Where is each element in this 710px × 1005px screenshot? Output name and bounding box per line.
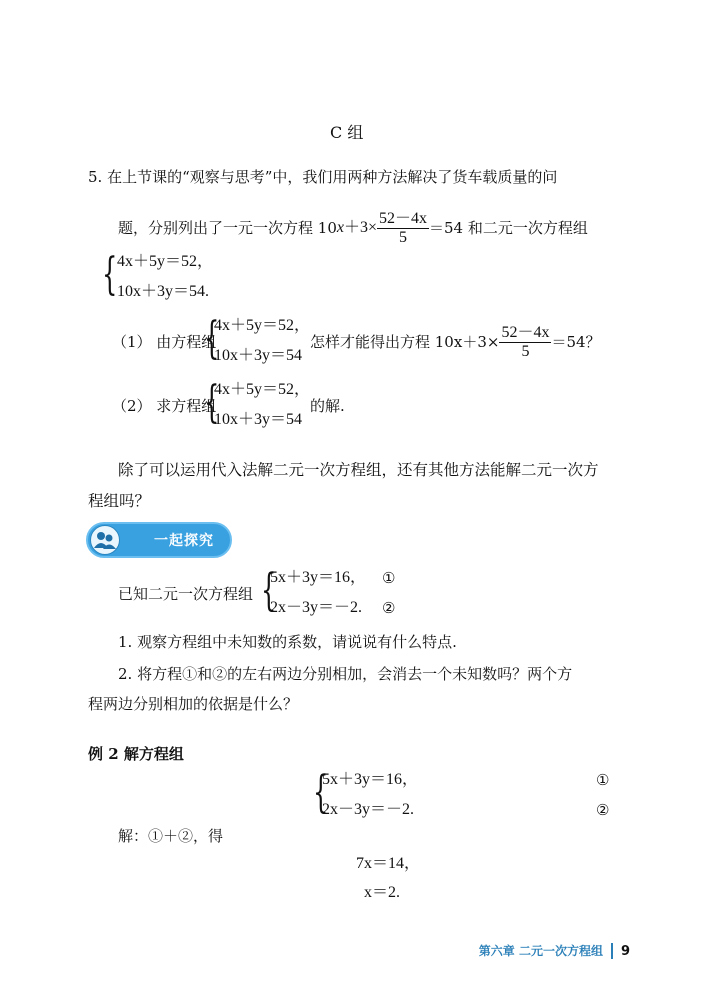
chapter-title: 第六章 二元一次方程组 — [478, 944, 603, 958]
explore-badge-label: 一起探究 — [154, 533, 214, 549]
explore-lead: 已知二元一次方程组 — [118, 585, 254, 603]
solution-step2: x＝2. — [364, 884, 401, 901]
solution-lead: 解：①＋②，得 — [118, 827, 224, 845]
q5-part1-eq2: 10x＋3y＝54 — [214, 347, 303, 364]
q5-part1-eq1: 4x＋5y＝52， — [214, 317, 311, 334]
q5-part2-end: 的解. — [310, 397, 345, 415]
explore-eq1: 5x＋3y＝16， — [270, 569, 367, 586]
q5-part1-text — [310, 320, 601, 364]
q5-part1-fraction — [499, 324, 551, 361]
q5-line2-a: 题，分别列出了一元一次方程 10 — [118, 219, 337, 237]
explore-q2-line1: 2. 将方程①和②的左右两边分别相加，会消去一个未知数吗？两个方 — [118, 665, 573, 683]
q5-system-eq1: 4x＋5y＝52， — [117, 253, 214, 270]
solution-step1: 7x＝14， — [356, 855, 421, 872]
example-mark1: ① — [596, 771, 610, 789]
footer-divider — [611, 943, 613, 959]
section-title: C 组 — [330, 123, 364, 142]
people-discussion-icon — [90, 525, 120, 555]
q5-line2-d: ＝54 和二元一次方程组 — [429, 219, 588, 237]
brace-icon: { — [102, 249, 118, 300]
q5-system-eq2: 10x＋3y＝54. — [117, 283, 210, 300]
q5-fraction-numerator: 52－4x — [379, 209, 428, 227]
brace-icon: { — [261, 565, 277, 616]
explore-mark2: ② — [382, 599, 396, 617]
brace-icon: { — [204, 313, 220, 364]
q5-part2-label: （2） 求方程组 — [112, 397, 217, 415]
q5-part2-eq2: 10x＋3y＝54 — [214, 411, 303, 428]
explore-eq2: 2x－3y＝－2. — [270, 599, 363, 616]
q5-part1-question: 怎样才能得出方程 10x＋3× — [310, 333, 500, 351]
explore-q2-line2: 程两边分别相加的依据是什么？ — [88, 695, 299, 713]
example-eq1: 5x＋3y＝16， — [322, 771, 419, 788]
example-title: 例 2 解方程组 — [88, 745, 184, 763]
q5-part2-eq1: 4x＋5y＝52， — [214, 381, 311, 398]
intro-line2: 程组吗？ — [88, 492, 151, 510]
q5-part1-end: ＝54？ — [551, 333, 601, 351]
explore-badge — [86, 522, 232, 558]
explore-mark1: ① — [382, 569, 396, 587]
page-footer — [479, 940, 630, 959]
q5-line2-c: ＋3× — [343, 219, 377, 236]
page-number: 9 — [620, 944, 630, 959]
q5-line2-var: x — [336, 219, 344, 236]
brace-icon: { — [313, 767, 329, 818]
q5-fraction — [377, 210, 429, 247]
explore-q1: 1. 观察方程组中未知数的系数，请说说有什么特点. — [118, 633, 457, 651]
q5-part1-label: （1） 由方程组 — [112, 333, 217, 351]
q5-part1-fraction-denominator: 5 — [521, 342, 530, 360]
example-eq2: 2x－3y＝－2. — [322, 801, 415, 818]
q5-line2 — [118, 206, 588, 250]
q5-fraction-denominator: 5 — [399, 228, 407, 246]
example-mark2: ② — [596, 801, 610, 819]
brace-icon: { — [204, 377, 220, 428]
q5-line1: 5. 在上节课的“观察与思考”中，我们用两种方法解决了货车载质量的问 — [88, 168, 558, 186]
q5-part1-fraction-numerator: 52－4x — [501, 323, 550, 341]
intro-line1: 除了可以运用代入法解二元一次方程组，还有其他方法能解二元一次方 — [118, 461, 599, 479]
